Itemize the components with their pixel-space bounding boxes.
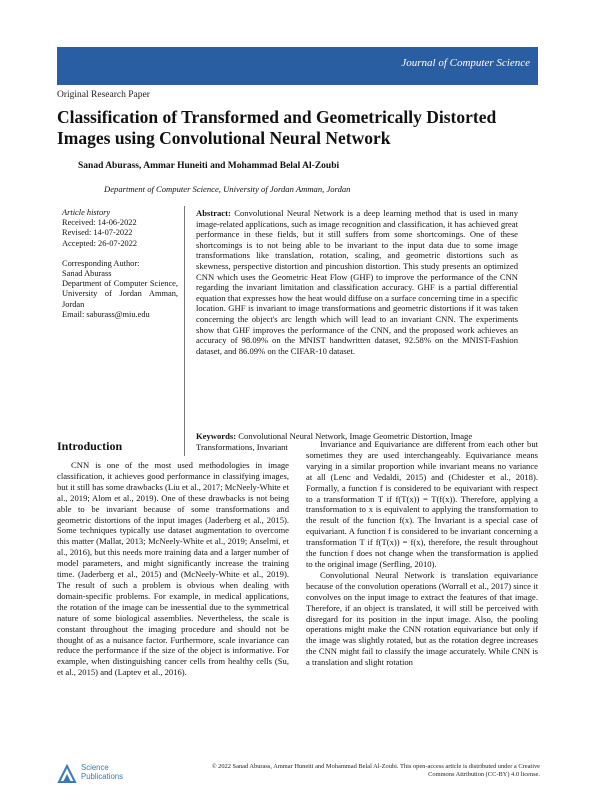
copyright-notice: © 2022 Sanad Aburass, Ammar Huneiti and Mohammad Belal Al-Zoubi. This open-access article is distributed under a Creative Commons Attribution (CC-BY) 4.0 license. bbox=[211, 763, 540, 778]
intro-paragraph: Convolutional Neural Network is translation equivariance because of the convolution operations (Worrall et al., 2017) since it convolves on the input image to extract the features of that image. Therefore, if an object is translated, it will still be perceived with disregard for its position in the input image. Also, the pooling operations might make the CNN rotation equivariance but only if the image was slightly rotated, but as the rotation degree increases the CNN might fail to classify the image accurately. While CNN is a translation and slight rotation bbox=[306, 569, 538, 668]
body-column-left bbox=[57, 460, 289, 678]
affiliation: Department of Computer Science, University of Jordan Amman, Jordan bbox=[104, 184, 351, 194]
abstract-label: Abstract: bbox=[196, 208, 231, 218]
introduction-heading: Introduction bbox=[57, 439, 123, 453]
corresponding-author-email[interactable]: Email: saburass@miu.edu bbox=[62, 309, 150, 319]
abstract-text: Convolutional Neural Network is a deep learning method that is used in many image-related applications, such as image recognition and classification, it has achieved great performance in these fields, but it still suffers from some shortcomings. One of these shortcomings is to not being able to be invariant to the input data due to some image transformations like translation, rotation, scaling, and geometric distortions such as skewness, perspective distortion and pincushion distortion. This study presents an optimized CNN which uses the Geometric Heat Flow (GHF) to improve the performance of the CNN regarding the invariant limitation and classification accuracy. GHF is a partial differential equation that expresses how the heat would diffuse on a surface concerning time in a specific location. GHF is invariant to image transformations and geometric distortions if it was taken concerning the object's arc length which will lead to an invariant CNN. The experiments show that GHF improves the performance of the CNN, and the proposed work achieves an accuracy of 98.09% on the MNIST handwritten dataset, 92.58% on the MNIST-Fashion dataset, and 86.09% on the CIFAR-10 dataset. bbox=[196, 208, 518, 356]
body-column-right bbox=[306, 439, 538, 668]
publisher-name-line1: Science bbox=[81, 763, 109, 772]
sidebar-divider bbox=[184, 206, 185, 456]
abstract bbox=[196, 208, 518, 356]
journal-header-band bbox=[57, 47, 538, 85]
accepted-date: Accepted: 26-07-2022 bbox=[62, 238, 138, 248]
keywords-text: Convolutional Neural Network, Image Geometric Distortion, Image Transformations, Invariant bbox=[196, 431, 473, 452]
corresponding-author-heading: Corresponding Author: bbox=[62, 258, 140, 268]
publisher-name-line2: Publications bbox=[81, 772, 124, 781]
keywords-label: Keywords: bbox=[196, 431, 237, 441]
intro-paragraph: CNN is one of the most used methodologies in image classification, it achieves good performance in classifying images, but it still has some drawbacks (Liu et al., 2017; McNeely-White et al., 2019; Alom et al., 2019). One of these drawbacks is not being able to be invariant because of some transformations and geometric distortions of the input images (Jaderberg et al., 2015). Some techniques typically use dataset augmentation to overcome this matter (Mallat, 2013; McNeely-White et al., 2019; Anselmi, et al., 2016), but this needs more training data and a larger number of model parameters, and might significantly increase the training time. (Jaderberg et al., 2015) and (McNeely-White et al., 2019). The result of such a problem is obvious when dealing with domain-specific problems. For example, in medical applications, the rotation of the image can be inessential due to the symmetrical nature of some biological assemblies. Nevertheless, the scale is constant throughout the imaging procedure and should not be thought of as a nuisance factor. Furthermore, scale invariance can reduce the performance if the size of the object is informative. For example, when distinguishing cancer cells from healthy cells (Su, et al., 2015) and (Laptev et al., 2016). bbox=[57, 460, 289, 678]
paper-title: Classification of Transformed and Geometrically Distorted Images using Convolutional Neural Network bbox=[57, 107, 497, 148]
paper-type: Original Research Paper bbox=[57, 90, 150, 100]
received-date: Received: 14-06-2022 bbox=[62, 218, 137, 228]
publisher-logo bbox=[57, 762, 137, 786]
article-history-heading: Article history bbox=[62, 208, 111, 217]
author-list: Sanad Aburass, Ammar Huneiti and Mohammad Belal Al-Zoubi bbox=[78, 161, 340, 171]
intro-paragraph: Invariance and Equivariance are different from each other but sometimes they are used interchangeably. Equivariance means varying in a similar proportion while invariant means no variance at all (Lenc and Vedaldi, 2015) and (Chidester et al., 2018). Formally, a function f is considered to be equivariant with respect to a transformation T if f(T(x)) = T(f(x)). Therefore, applying a transformation to x is equivalent to applying the transformation to the result of the function f(x). The Invariant is a special case of equivariant. A function f is considered to be invariant concerning a transformation T if f(T(x)) = f(x), therefore, the result throughout the function f does not change when the transformation is applied to the original image (Serfling, 2010). bbox=[306, 439, 538, 569]
revised-date: Revised: 14-07-2022 bbox=[62, 228, 133, 238]
science-publications-logo-icon bbox=[57, 762, 77, 784]
corresponding-author-department: Department of Computer Science, University of Jordan Amman, Jordan bbox=[62, 279, 178, 309]
article-info-sidebar bbox=[62, 208, 178, 320]
publisher-name bbox=[81, 763, 123, 781]
corresponding-author-name: Sanad Aburass bbox=[62, 269, 112, 279]
journal-name: Journal of Computer Science bbox=[401, 57, 530, 69]
